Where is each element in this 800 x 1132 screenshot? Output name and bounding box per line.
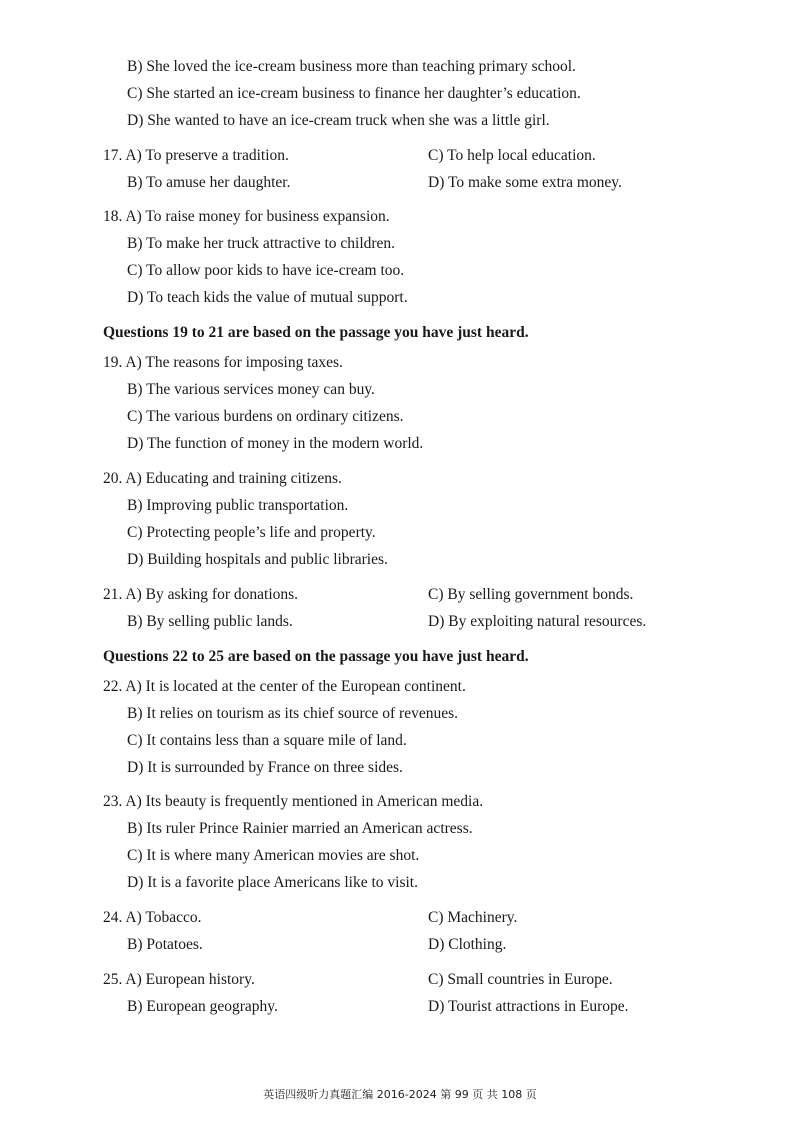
q18-option-a: 18. A) To raise money for business expansion. [103, 208, 390, 225]
q25-option-b: B) European geography. [127, 998, 278, 1015]
q21-option-d: D) By exploiting natural resources. [428, 613, 647, 630]
q23-option-d: D) It is a favorite place Americans like to visit. [127, 874, 418, 891]
q22-option-b: B) It relies on tourism as its chief source of revenues. [127, 705, 459, 722]
q25-option-c: C) Small countries in Europe. [428, 971, 613, 988]
q21-option-c: C) By selling government bonds. [428, 586, 634, 603]
q19-option-b: B) The various services money can buy. [127, 381, 375, 398]
q17-option-c: C) To help local education. [428, 147, 596, 164]
q17-option-a: 17. A) To preserve a tradition. [103, 147, 289, 164]
q25-option-d: D) Tourist attractions in Europe. [428, 998, 629, 1015]
q23-option-c: C) It is where many American movies are shot. [127, 847, 420, 864]
q16-option-c: C) She started an ice-cream business to finance her daughter’s education. [127, 85, 581, 102]
q18-option-d: D) To teach kids the value of mutual support. [127, 289, 408, 306]
q20-option-c: C) Protecting people’s life and property. [127, 524, 376, 541]
q17-option-d: D) To make some extra money. [428, 174, 622, 191]
q23-option-b: B) Its ruler Prince Rainier married an American actress. [127, 820, 473, 837]
q20-option-a: 20. A) Educating and training citizens. [103, 470, 342, 487]
q24-option-c: C) Machinery. [428, 909, 518, 926]
page-footer: 英语四级听力真题汇编 2016-2024 第 99 页 共 108 页 [263, 1088, 537, 1101]
q21-option-a: 21. A) By asking for donations. [103, 586, 299, 603]
q24-option-b: B) Potatoes. [127, 936, 203, 953]
q24-option-a: 24. A) Tobacco. [103, 909, 202, 926]
q18-option-b: B) To make her truck attractive to children. [127, 235, 396, 252]
q23-option-a: 23. A) Its beauty is frequently mentioned in American media. [103, 793, 484, 810]
q22-option-c: C) It contains less than a square mile of land. [127, 732, 407, 749]
q20-option-b: B) Improving public transportation. [127, 497, 349, 514]
section-heading-22-25: Questions 22 to 25 are based on the passage you have just heard. [103, 648, 529, 665]
q20-option-d: D) Building hospitals and public libraries. [127, 551, 388, 568]
q17-option-b: B) To amuse her daughter. [127, 174, 291, 191]
q16-option-d: D) She wanted to have an ice-cream truck when she was a little girl. [127, 112, 550, 129]
q18-option-c: C) To allow poor kids to have ice-cream too. [127, 262, 405, 279]
q19-option-d: D) The function of money in the modern world. [127, 435, 424, 452]
q19-option-a: 19. A) The reasons for imposing taxes. [103, 354, 343, 371]
q19-option-c: C) The various burdens on ordinary citizens. [127, 408, 404, 425]
q24-option-d: D) Clothing. [428, 936, 507, 953]
q25-option-a: 25. A) European history. [103, 971, 255, 988]
q22-option-d: D) It is surrounded by France on three sides. [127, 759, 403, 776]
q21-option-b: B) By selling public lands. [127, 613, 293, 630]
section-heading-19-21: Questions 19 to 21 are based on the passage you have just heard. [103, 324, 529, 341]
q22-option-a: 22. A) It is located at the center of the European continent. [103, 678, 466, 695]
q16-option-b: B) She loved the ice-cream business more than teaching primary school. [127, 58, 576, 75]
